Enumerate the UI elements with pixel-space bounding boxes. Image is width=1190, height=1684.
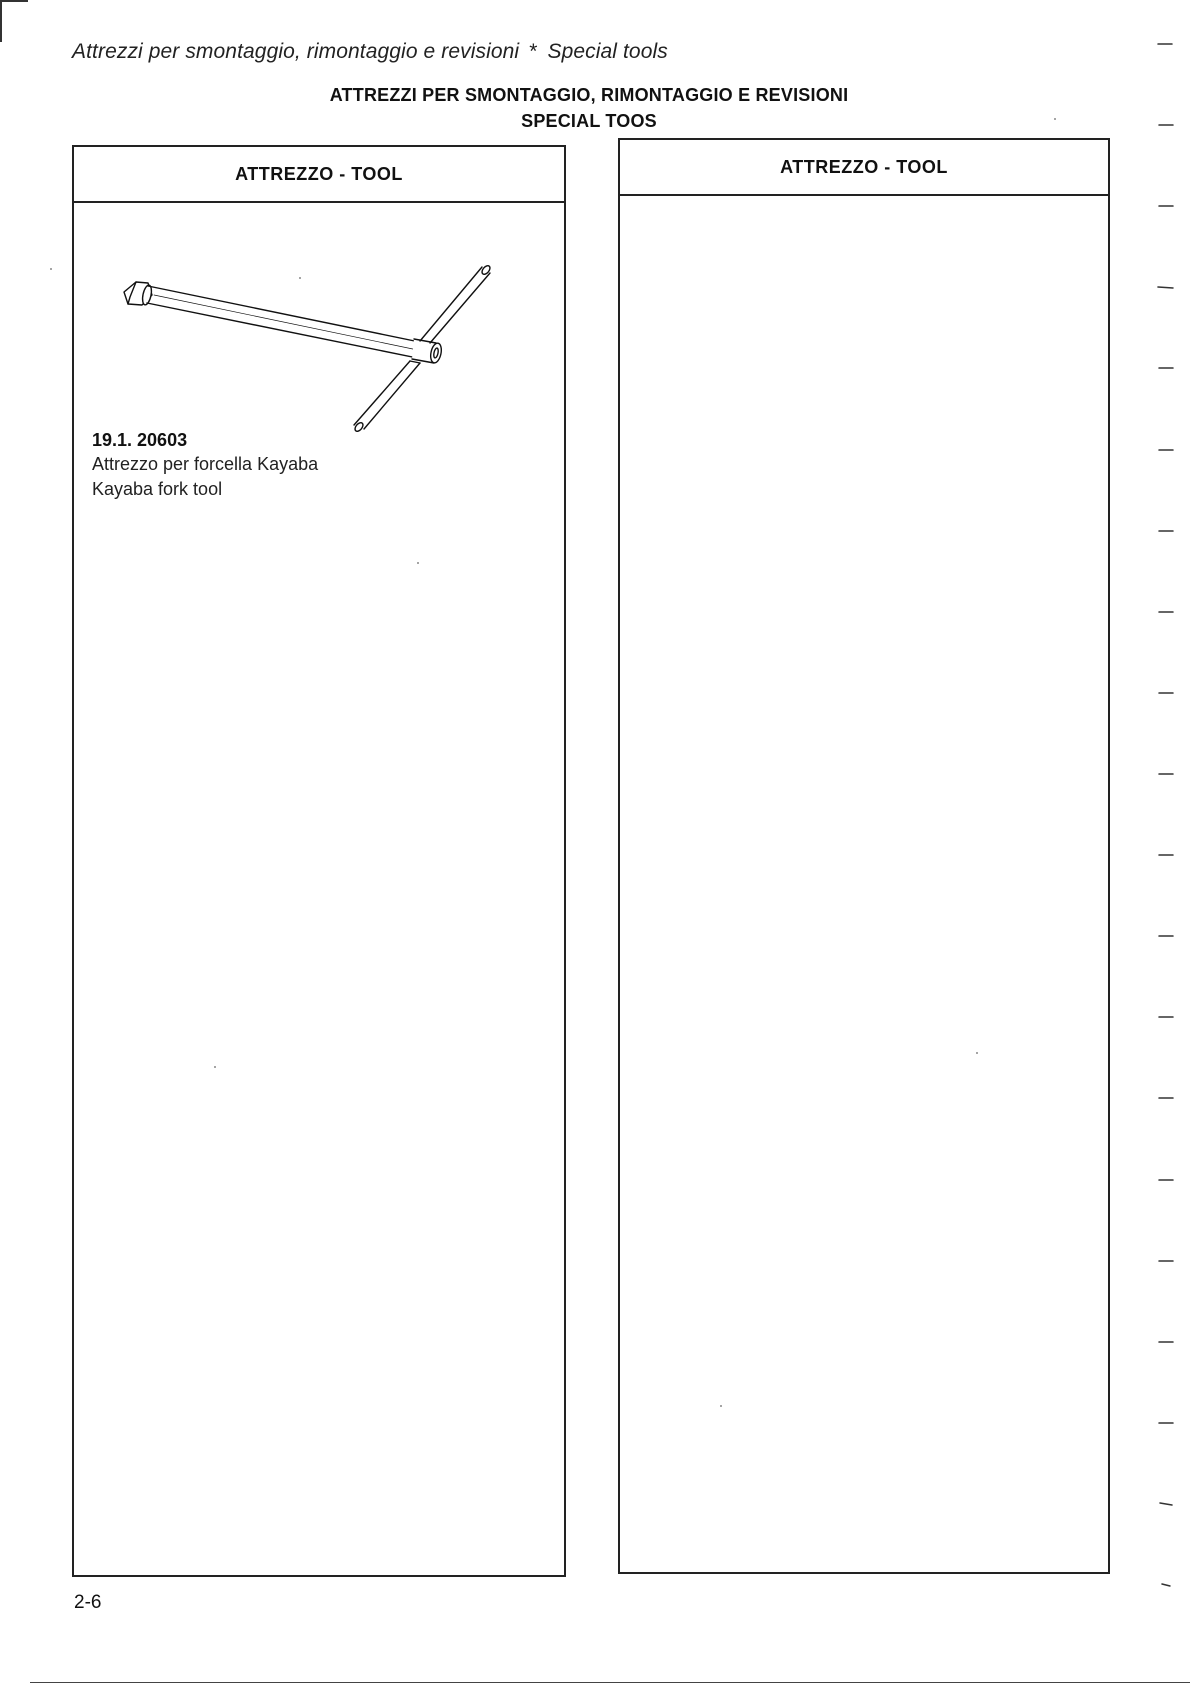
scan-speck xyxy=(417,562,419,564)
running-head xyxy=(72,40,668,64)
tool-panel-left xyxy=(72,145,566,1577)
scan-corner-mark xyxy=(0,0,28,42)
scan-speck xyxy=(720,1405,722,1407)
kayaba-fork-tool-illustration xyxy=(114,257,514,437)
tool-panel-right xyxy=(618,138,1110,1574)
page-title-line-2: SPECIAL TOOS xyxy=(521,111,657,131)
scan-speck xyxy=(50,268,52,270)
scan-speck xyxy=(214,1066,216,1068)
tool-code: 19.1. 20603 xyxy=(92,430,188,450)
scan-speck xyxy=(976,1052,978,1054)
page-number: 2-6 xyxy=(74,1592,102,1613)
page-title xyxy=(0,82,1178,134)
scan-speck xyxy=(1054,118,1056,120)
bottom-rule xyxy=(30,1682,1190,1683)
tool-panel-header: ATTREZZO - TOOL xyxy=(620,140,1108,196)
scan-speck xyxy=(299,277,301,279)
tool-description-english: Kayaba fork tool xyxy=(92,479,223,499)
running-head-separator: * xyxy=(529,40,538,63)
page-title-line-1: ATTREZZI PER SMONTAGGIO, RIMONTAGGIO E REVISIONI xyxy=(329,85,849,105)
tool-panel-header: ATTREZZO - TOOL xyxy=(74,147,564,203)
running-head-english: Special tools xyxy=(547,40,668,63)
margin-tick-marks xyxy=(1156,0,1180,1684)
tool-description-italian: Attrezzo per forcella Kayaba xyxy=(92,454,319,474)
running-head-italian: Attrezzi per smontaggio, rimontaggio e revisioni xyxy=(72,40,520,63)
